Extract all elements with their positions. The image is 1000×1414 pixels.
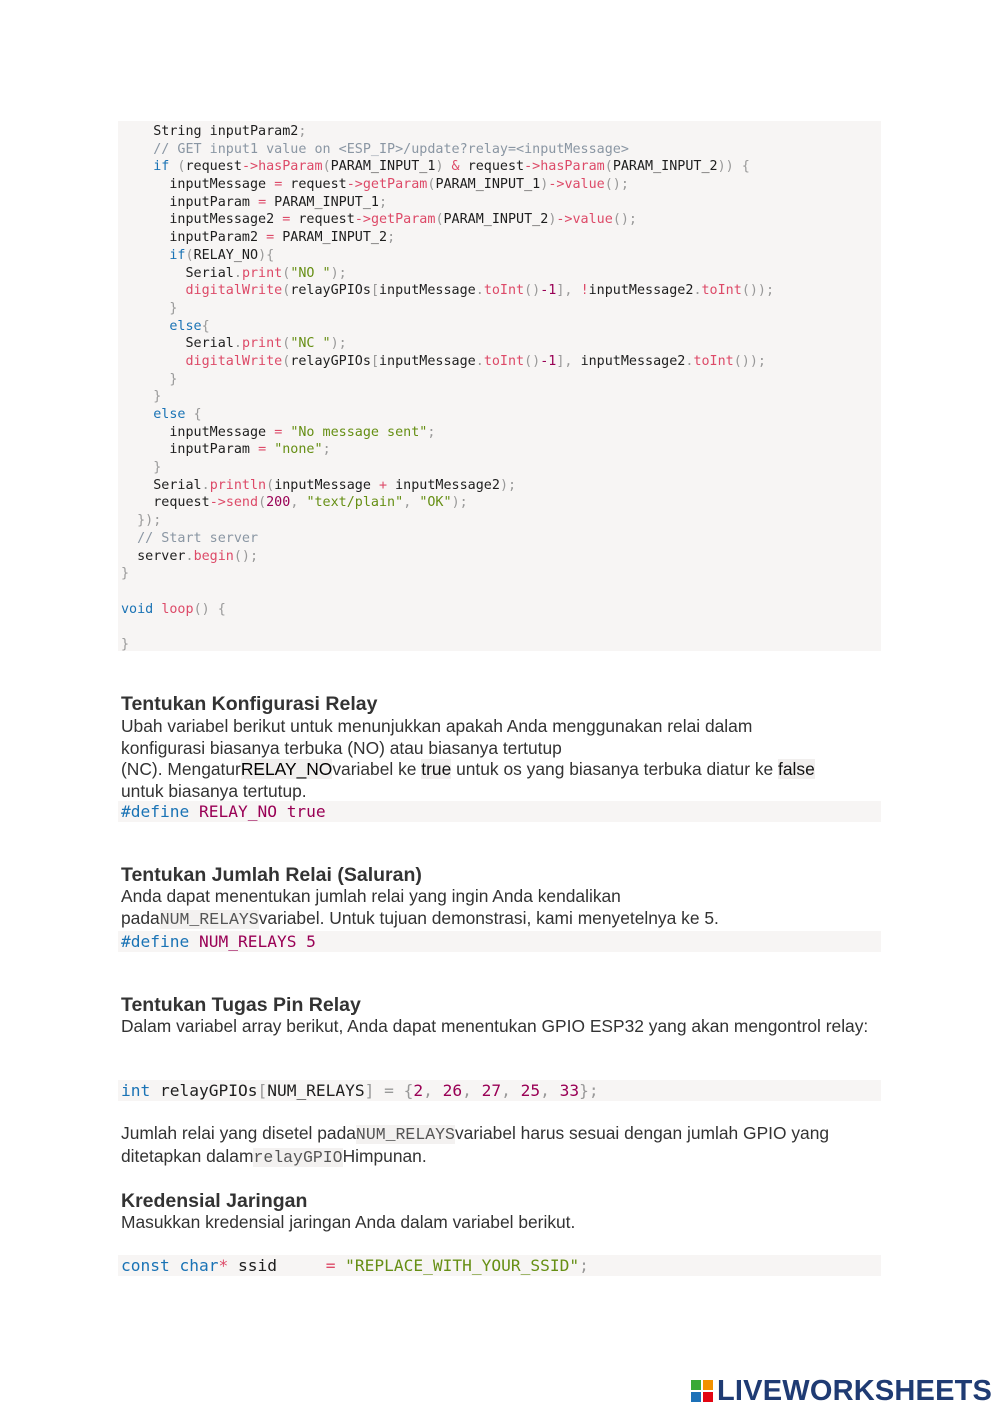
code-token: // Start server (121, 530, 259, 546)
code-line (121, 300, 774, 318)
text: untuk os yang biasanya terbuka diatur ke (451, 759, 779, 780)
code-token: toInt (693, 353, 734, 369)
code-token: inputMessage (379, 283, 476, 299)
code-token: PARAM_INPUT_1 (266, 194, 379, 210)
code-relay-gpios (118, 1080, 881, 1101)
code-token: [ (370, 353, 379, 369)
code-token: digitalWrite (185, 353, 283, 369)
code-token: ( (604, 159, 613, 175)
code-token: ); (330, 265, 347, 281)
code-token: "NC " (290, 336, 331, 352)
code-token: const char (121, 1256, 219, 1275)
logo-mark-icon (691, 1380, 713, 1402)
heading-relay-config: Tentukan Konfigurasi Relay (121, 693, 378, 715)
code-token: -1 (540, 353, 557, 369)
code-token: -> (209, 495, 226, 511)
code-line (121, 229, 774, 247)
code-token: } (121, 460, 162, 476)
code-token (121, 354, 186, 369)
code-token: ; (387, 230, 396, 246)
code-token: ()); (733, 353, 766, 369)
code-token: toInt (483, 353, 525, 369)
text: Himpunan. (342, 1145, 427, 1166)
code-token: . (233, 336, 242, 352)
paragraph-relay-config (121, 716, 891, 802)
code-line (121, 530, 774, 548)
code-line (121, 371, 774, 389)
code-token: ( (427, 177, 436, 193)
code-line (121, 141, 774, 159)
code-token: ); (330, 336, 347, 352)
code-line (121, 247, 774, 265)
code-token: inputMessage2 (588, 283, 694, 299)
code-token: ; (298, 124, 307, 139)
code-line (121, 548, 774, 566)
code-token: ) (435, 159, 444, 175)
code-token: ) (548, 212, 557, 228)
code-token: relayGPIOs (290, 283, 371, 299)
code-token: ; (322, 442, 331, 458)
code-token: "NO " (290, 265, 331, 281)
code-token: print (241, 265, 283, 281)
code-token: * (218, 1256, 229, 1275)
code-token: (); (604, 177, 629, 193)
code-line (121, 583, 774, 601)
code-token: . (201, 477, 210, 493)
code-token: ], (556, 353, 581, 369)
code-token: "text/plain" (306, 495, 404, 511)
code-token: [ (257, 1081, 268, 1100)
code-token: , (403, 495, 420, 511)
code-token: ()); (741, 283, 775, 299)
code-token: Serial (121, 265, 234, 281)
code-token: print (241, 336, 283, 352)
code-token: inputParam2 (121, 230, 267, 246)
code-token: ( (266, 477, 275, 493)
code-token: ( (185, 247, 194, 263)
code-token: NUM_RELAYS 5 (189, 932, 316, 951)
code-line (121, 459, 774, 477)
code-token: relayGPIOs (290, 353, 371, 369)
code-token: request (282, 177, 347, 193)
para-line: untuk biasanya tertutup. (121, 780, 307, 801)
code-token: } (121, 389, 162, 405)
code-token: ; (579, 1256, 589, 1275)
code-token: ( (282, 353, 291, 369)
code-line (121, 512, 774, 530)
code-line (121, 618, 774, 636)
code-token: inputMessage2 (121, 212, 283, 228)
inline-code-num-relays: NUM_RELAYS (159, 909, 259, 929)
code-token: ( (282, 283, 291, 299)
code-token: . (475, 353, 484, 369)
code-block-main (118, 121, 881, 651)
inline-code-num-relays: NUM_RELAYS (355, 1125, 455, 1144)
code-token: println (209, 477, 267, 493)
code-token: (); (612, 212, 637, 228)
code-token: . (693, 283, 702, 299)
code-token: Serial (121, 477, 202, 493)
code-token: = (258, 194, 267, 210)
code-token: send (225, 495, 259, 511)
code-line (121, 318, 774, 336)
code-token: else (169, 318, 202, 334)
code-token: ( (282, 265, 291, 281)
code-token: () (524, 283, 541, 299)
code-line (121, 601, 774, 619)
liveworksheets-logo[interactable] (691, 1375, 992, 1407)
code-token: & (443, 159, 468, 175)
para-line (121, 908, 891, 931)
code-token: -> (556, 212, 573, 228)
code-token: "OK" (419, 495, 452, 511)
heading-pin-assign: Tentukan Tugas Pin Relay (121, 994, 361, 1016)
code-line (121, 406, 774, 424)
code-number: 33 (559, 1081, 580, 1100)
code-token (121, 248, 169, 263)
logo-square (703, 1380, 713, 1390)
paragraph-pin-assign: Dalam variabel array berikut, Anda dapat menentukan GPIO ESP32 yang akan mengontrol relay: (121, 1016, 869, 1036)
code-token: // GET input1 value on <ESP_IP>/update?relay=<inputMessage> (121, 141, 629, 157)
paragraph-network: Masukkan kredensial jaringan Anda dalam variabel berikut. (121, 1212, 576, 1232)
code-token: inputMessage (121, 177, 275, 193)
inline-code-false: false (778, 759, 815, 780)
paragraph-pin-note (121, 1123, 886, 1168)
code-token: . (475, 283, 484, 299)
code-token: ; (427, 424, 436, 440)
code-token: getParam (370, 212, 436, 228)
code-token: = (258, 442, 267, 458)
code-token: -> (548, 177, 565, 193)
code-number: 27 (481, 1081, 502, 1100)
code-token: 200 (266, 495, 291, 511)
code-token: } (121, 636, 130, 652)
code-token: . (185, 548, 194, 564)
text: pada (121, 907, 160, 928)
code-line (121, 265, 774, 283)
code-line (121, 565, 774, 583)
code-token: PARAM_INPUT_1 (330, 159, 436, 175)
code-token: relayGPIOs (150, 1081, 258, 1100)
text: variabel ke (332, 759, 422, 780)
code-line (121, 176, 774, 194)
code-token: { (201, 318, 210, 334)
code-token: RELAY_NO true (189, 802, 326, 821)
code-token: else (153, 407, 186, 422)
code-line (121, 477, 774, 495)
inline-code-true: true (421, 759, 452, 780)
code-token (266, 442, 274, 457)
code-token: (); (233, 548, 259, 564)
code-token: )) { (717, 159, 750, 175)
code-token: ( (258, 495, 267, 511)
logo-text: LIVEWORKSHEETS (717, 1374, 993, 1407)
code-line (121, 282, 774, 300)
code-token: toInt (701, 283, 742, 299)
code-token: request (290, 212, 355, 228)
code-token: () (524, 353, 541, 369)
code-line (121, 211, 774, 229)
code-token: { (185, 407, 202, 422)
code-token: value (564, 177, 605, 193)
code-token: } (121, 371, 178, 387)
code-token: "none" (274, 442, 323, 458)
inline-code-relay-no: RELAY_NO (240, 759, 333, 780)
code-token: inputMessage (274, 477, 379, 493)
code-token: [ (370, 283, 379, 299)
code-token: server (121, 548, 186, 564)
code-token: hasParam (540, 159, 605, 175)
code-token: inputParam (121, 194, 259, 210)
code-token: request (121, 495, 210, 511)
code-token: ( (435, 212, 444, 228)
code-token: ( (282, 336, 291, 352)
code-token: int (121, 1081, 151, 1100)
code-token: if (153, 159, 170, 175)
code-token: ( (169, 159, 186, 175)
inline-code-relay-gpio: relayGPIO (253, 1147, 343, 1167)
code-define-num-relays (118, 931, 881, 952)
code-number: 26 (442, 1081, 463, 1100)
code-token: inputMessage (121, 424, 275, 440)
logo-square (703, 1392, 713, 1402)
code-line (121, 636, 774, 654)
code-token: -> (354, 212, 371, 228)
code-token: ssid (228, 1256, 326, 1275)
code-token: -1 (540, 283, 557, 299)
code-token: "No message sent" (290, 424, 428, 440)
code-line (121, 335, 774, 353)
code-ssid (118, 1255, 881, 1276)
code-token: digitalWrite (185, 283, 283, 299)
code-token (121, 283, 186, 298)
code-token: String inputParam2 (121, 124, 299, 139)
code-token: = (266, 230, 275, 246)
code-token: request (467, 159, 525, 175)
code-token: #define (121, 802, 190, 821)
code-token: }; (579, 1081, 599, 1100)
code-token: } (121, 566, 130, 582)
para-line: konfigurasi biasanya terbuka (NO) atau biasanya tertutup (121, 737, 562, 758)
code-token: ], (556, 283, 581, 299)
code-token: ( (322, 159, 331, 175)
heading-network: Kredensial Jaringan (121, 1190, 308, 1212)
code-token: getParam (362, 177, 428, 193)
code-token: , (290, 495, 307, 511)
code-token (121, 407, 153, 422)
code-token: , (540, 1081, 560, 1100)
code-line (121, 353, 774, 371)
code-token: = (325, 1256, 336, 1275)
code-token: = (282, 212, 291, 228)
heading-relay-count: Tentukan Jumlah Relai (Saluran) (121, 864, 422, 886)
code-token: . (233, 265, 242, 281)
code-token: , (501, 1081, 521, 1100)
code-token: inputMessage2 (387, 477, 500, 493)
code-token: PARAM_INPUT_2 (274, 230, 388, 246)
code-line (121, 494, 774, 512)
code-token: -> (346, 177, 363, 193)
code-token: RELAY_NO (193, 247, 259, 263)
code-token: PARAM_INPUT_2 (443, 212, 549, 228)
code-token: -> (241, 159, 259, 175)
code-token: ! (580, 283, 589, 299)
code-token: () { (193, 601, 226, 617)
code-token: NUM_RELAYS (267, 1081, 365, 1100)
code-line (121, 424, 774, 442)
code-token: inputMessage2 (580, 353, 686, 369)
code-number: 25 (520, 1081, 541, 1100)
code-line (121, 194, 774, 212)
code-token: ) (540, 177, 549, 193)
code-token: #define (121, 932, 190, 951)
paragraph-relay-count (121, 886, 891, 930)
code-line (121, 158, 774, 176)
code-define-relay-no (118, 801, 881, 822)
code-token: ; (379, 194, 388, 210)
code-token: } (121, 300, 178, 316)
code-line (121, 441, 774, 459)
code-token: inputMessage (379, 353, 476, 369)
code-token: value (572, 212, 613, 228)
code-token: request (185, 159, 242, 175)
code-number: 2 (413, 1081, 424, 1100)
code-token: ); (499, 477, 517, 493)
code-token: loop (161, 601, 194, 617)
code-token: , (462, 1081, 482, 1100)
code-token: hasParam (258, 159, 323, 175)
logo-square (691, 1380, 701, 1390)
code-token (121, 159, 153, 174)
text: variabel harus sesuai dengan jumlah GPIO yang ditetapkan dalam (121, 1123, 830, 1166)
text: Jumlah relai yang disetel pada (121, 1123, 356, 1143)
para-line (121, 759, 891, 781)
code-token: ] = { (364, 1081, 414, 1100)
code-token: . (685, 353, 694, 369)
code-token: PARAM_INPUT_1 (435, 177, 541, 193)
code-token: , (423, 1081, 443, 1100)
code-token: = (274, 424, 283, 440)
code-token: inputParam (121, 442, 259, 458)
code-token: begin (193, 548, 234, 564)
code-token: Serial (121, 336, 234, 352)
code-token: + (379, 477, 388, 493)
code-token: ){ (258, 247, 275, 263)
logo-square (691, 1392, 701, 1402)
code-token: void (121, 601, 154, 617)
code-token (121, 319, 169, 334)
text: variabel. Untuk tujuan demonstrasi, kami menyetelnya ke 5. (258, 907, 719, 928)
para-line: Anda dapat menentukan jumlah relai yang ingin Anda kendalikan (121, 886, 621, 906)
code-token: if (169, 247, 186, 263)
code-token: ); (451, 495, 468, 511)
code-token: "REPLACE_WITH_YOUR_SSID" (335, 1256, 580, 1275)
code-token: -> (524, 159, 541, 175)
code-token: PARAM_INPUT_2 (612, 159, 718, 175)
para-line: Ubah variabel berikut untuk menunjukkan apakah Anda menggunakan relai dalam (121, 716, 753, 736)
code-token: = (274, 177, 283, 193)
code-lines (121, 123, 774, 654)
code-line (121, 388, 774, 406)
code-line (121, 123, 774, 141)
code-token: toInt (483, 283, 525, 299)
code-token: }); (121, 513, 162, 529)
text: (NC). Mengatur (121, 759, 241, 780)
